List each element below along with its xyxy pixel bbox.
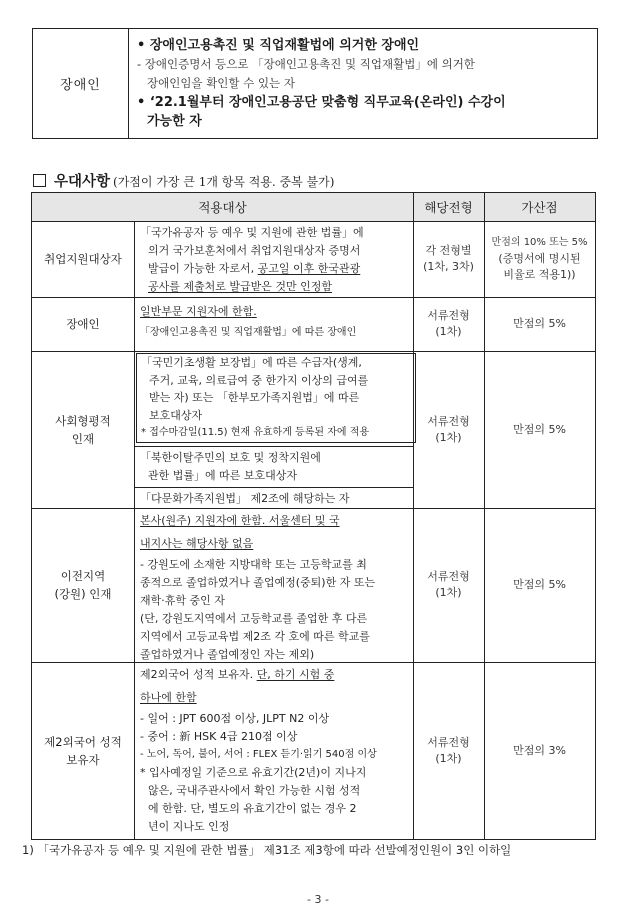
eligibility-line: • ‘22.1월부터 장애인고용공단 맞춤형 직무교육(온라인) 수강이: [137, 95, 506, 110]
stage-line: (1차, 3차): [423, 260, 474, 273]
stage-line: 서류전형: [427, 735, 470, 749]
sub-row-divider: [134, 487, 413, 488]
target-line: 하나에 한함: [140, 691, 197, 704]
row-category: 취업지원대상자: [44, 252, 122, 266]
stage-line: (1차): [435, 751, 462, 765]
target-line: 내지사는 해당사항 없음: [140, 537, 254, 550]
row-target: [140, 301, 408, 343]
target-line: 않은, 국내주관사에서 확인 가능한 시험 성적: [148, 784, 361, 797]
section-title: 우대사항: [54, 174, 111, 190]
target-line: 「국가유공자 등 예우 및 지원에 관한 법률」에: [140, 226, 364, 239]
target-line: 지역에서 고등교육법 제2조 각 호에 따른 학교를: [140, 630, 370, 643]
row-points: 만점의 5%: [513, 578, 566, 591]
target-line: * 입사예정일 기준으로 유효기간(2년)이 지나지: [140, 766, 367, 779]
eligibility-description: [137, 36, 591, 131]
row-stage: [413, 221, 484, 297]
header-stage: 해당전형: [424, 200, 473, 215]
target-line: 제2외국어 성적 보유자. 단, 하기 시험 중: [140, 668, 335, 681]
section-note: (가점이 가장 큰 1개 항목 적용. 중복 불가): [113, 175, 335, 189]
eligibility-line: 장애인임을 확인할 수 있는 자: [147, 76, 295, 90]
underlined-text: 공고일 이후 한국관광: [257, 262, 361, 275]
row-points: 만점의 3%: [513, 743, 566, 757]
section-heading: [33, 170, 334, 191]
eligibility-line: - 장애인증명서 등으로 「장애인고용촉진 및 직업재활법」에 의거한: [137, 57, 475, 71]
target-line: 보호대상자: [149, 408, 203, 422]
target-line: 에 한함. 단, 별도의 유효기간이 없는 경우 2: [148, 802, 357, 815]
row-category: [32, 662, 134, 839]
row-points: 만점의 5%: [513, 422, 566, 436]
points-line: (증명서에 명시된: [498, 252, 581, 265]
row-stage: [413, 351, 484, 508]
row-target: [140, 664, 408, 836]
disability-eligibility-table: [32, 28, 598, 139]
eligibility-line: 가능한 자: [147, 114, 202, 129]
footnote: 1) 「국가유공자 등 예우 및 지원에 관한 법률」 제31조 제3항에 따라 선발예정인원이 3인 이하일: [22, 843, 512, 857]
target-line: 의거 국가보훈처에서 취업지원대상자 증명서: [148, 244, 361, 257]
stage-line: 서류전형: [427, 414, 470, 428]
target-line: - 중어 : 新 HSK 4급 210점 이상: [140, 730, 298, 743]
target-line: 재학·휴학 중인 자: [140, 594, 225, 607]
row-stage: [413, 297, 484, 351]
points-line: 만점의 10% 또는 5%: [491, 237, 588, 248]
row-target: [140, 224, 408, 296]
category-line: 인재: [71, 431, 95, 446]
target-line: - 강원도에 소재한 지방대학 또는 고등학교를 최: [140, 558, 367, 571]
category-line: 제2외국어 성적: [44, 734, 122, 749]
sub-row-divider: [134, 446, 413, 447]
row-points: 만점의 5%: [513, 317, 566, 330]
target-line: - 노어, 독어, 불어, 서어 : FLEX 듣기·읽기 540점 이상: [140, 749, 377, 760]
target-line: 공사를 제출처로 발급받은 것만 인정함: [148, 280, 333, 293]
target-line: (단, 강원도지역에서 고등학교를 졸업한 후 다른: [140, 612, 368, 625]
row-points: [484, 221, 595, 297]
stage-line: 각 전형별: [425, 244, 472, 257]
stage-line: 서류전형: [427, 309, 470, 322]
category-line: 보유자: [66, 752, 100, 767]
target-line: 「북한이탈주민의 보호 및 정착지원에: [140, 451, 321, 464]
target-line: 관한 법률」에 따른 보호대상자: [148, 469, 298, 482]
header-target: 적용대상: [198, 200, 247, 215]
row-category: [32, 508, 134, 662]
row-stage: [413, 662, 484, 839]
target-line: 주거, 교육, 의료급여 중 한가지 이상의 급여를: [149, 373, 369, 387]
target-line: 일반부문 지원자에 한함.: [140, 305, 257, 318]
row-category: 장애인: [66, 317, 100, 331]
target-line: 졸업하였거나 졸업예정인 자는 제외): [140, 648, 315, 661]
target-group: [136, 353, 416, 443]
target-line: 「국민기초생활 보장법」에 따른 수급자(생계,: [141, 356, 362, 369]
category-line: 사회형평적: [55, 413, 111, 428]
preference-table: [31, 192, 596, 840]
target-line: * 접수마감일(11.5) 현재 유효하게 등록된 자에 적용: [141, 427, 370, 438]
eligibility-line: • 장애인고용촉진 및 직업재활법에 의거한 장애인: [137, 38, 420, 53]
stage-line: 서류전형: [427, 570, 470, 583]
header-points: 가산점: [521, 200, 558, 215]
target-line: 종적으로 졸업하였거나 졸업예정(중퇴)한 자 또는: [140, 576, 376, 589]
target-line: 받는 자) 또는 「한부모가족지원법」에 따른: [149, 391, 360, 404]
page-number: - 3 -: [307, 893, 329, 906]
row-target: [140, 510, 408, 664]
stage-line: (1차): [435, 586, 462, 599]
stage-line: (1차): [435, 325, 462, 338]
row-category: [32, 351, 134, 508]
eligibility-label: 장애인: [33, 29, 129, 138]
row-stage: [413, 508, 484, 662]
checkbox-square-icon: [33, 174, 46, 187]
target-line: 「다문화가족지원법」 제2조에 해당하는 자: [140, 492, 350, 505]
target-line: 「장애인고용촉진 및 직업재활법」에 따른 장애인: [140, 327, 357, 338]
target-group: [140, 449, 408, 485]
target-line: 발급이 가능한 자로서, 공고일 이후 한국관광: [148, 262, 361, 275]
points-line: 비율로 적용1)): [503, 268, 576, 281]
column-divider: [134, 221, 135, 839]
target-line: - 일어 : JPT 600점 이상, JLPT N2 이상: [140, 712, 330, 725]
category-line: (강원) 인재: [54, 587, 112, 601]
target-line: 본사(원주) 지원자에 한함. 서울센터 및 국: [140, 514, 340, 527]
stage-line: (1차): [435, 430, 462, 444]
category-line: 이전지역: [60, 569, 106, 583]
target-group: [140, 490, 408, 507]
target-line: 년이 지나도 인정: [148, 820, 230, 833]
table-header: [32, 193, 595, 222]
